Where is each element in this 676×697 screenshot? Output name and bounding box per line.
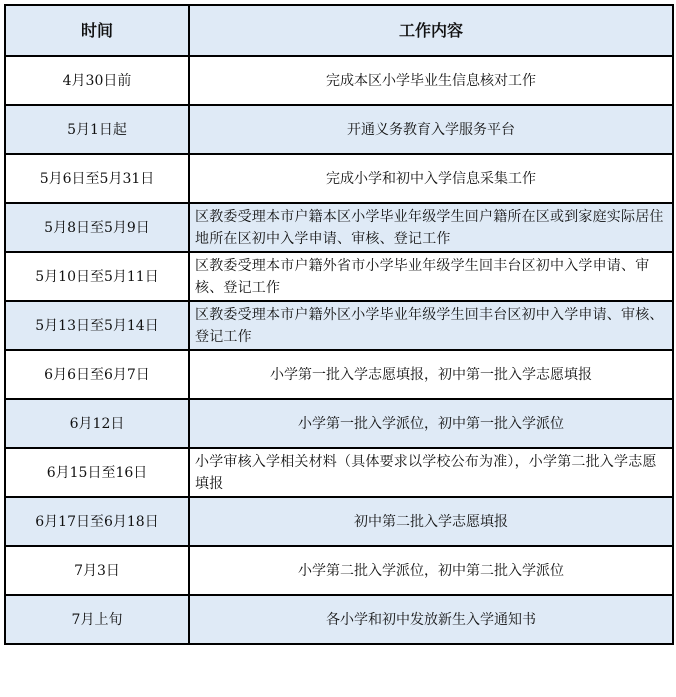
header-time: 时间 [5,5,189,56]
table-row [5,448,673,497]
content-cell: 各小学和初中发放新生入学通知书 [189,595,673,644]
table-row [5,595,673,644]
content-cell: 初中第二批入学志愿填报 [189,497,673,546]
table-row [5,350,673,399]
time-cell: 4月30日前 [5,56,189,105]
content-cell: 区教委受理本市户籍外省市小学毕业年级学生回丰台区初中入学申请、审核、登记工作 [189,252,673,301]
content-cell: 小学第一批入学志愿填报，初中第一批入学志愿填报 [189,350,673,399]
table-row [5,105,673,154]
schedule-table [4,4,674,645]
content-cell: 小学第二批入学派位，初中第二批入学派位 [189,546,673,595]
table-row [5,56,673,105]
content-cell: 区教委受理本市户籍本区小学毕业年级学生回户籍所在区或到家庭实际居住地所在区初中入学申请、审核、登记工作 [189,203,673,252]
content-cell: 区教委受理本市户籍外区小学毕业年级学生回丰台区初中入学申请、审核、登记工作 [189,301,673,350]
content-cell: 小学审核入学相关材料（具体要求以学校公布为准），小学第二批入学志愿填报 [189,448,673,497]
table-row [5,301,673,350]
header-content: 工作内容 [189,5,673,56]
content-cell: 小学第一批入学派位，初中第一批入学派位 [189,399,673,448]
content-cell: 完成本区小学毕业生信息核对工作 [189,56,673,105]
table-row [5,252,673,301]
time-cell: 5月8日至5月9日 [5,203,189,252]
time-cell: 6月6日至6月7日 [5,350,189,399]
time-cell: 5月13日至5月14日 [5,301,189,350]
time-cell: 5月6日至5月31日 [5,154,189,203]
schedule-body [5,56,673,644]
time-cell: 6月15日至16日 [5,448,189,497]
time-cell: 6月17日至6月18日 [5,497,189,546]
table-row [5,399,673,448]
time-cell: 7月3日 [5,546,189,595]
header-row [5,5,673,56]
time-cell: 5月10日至5月11日 [5,252,189,301]
content-cell: 开通义务教育入学服务平台 [189,105,673,154]
table-row [5,154,673,203]
time-cell: 7月上旬 [5,595,189,644]
table-row [5,203,673,252]
table-row [5,497,673,546]
time-cell: 6月12日 [5,399,189,448]
table-row [5,546,673,595]
time-cell: 5月1日起 [5,105,189,154]
content-cell: 完成小学和初中入学信息采集工作 [189,154,673,203]
